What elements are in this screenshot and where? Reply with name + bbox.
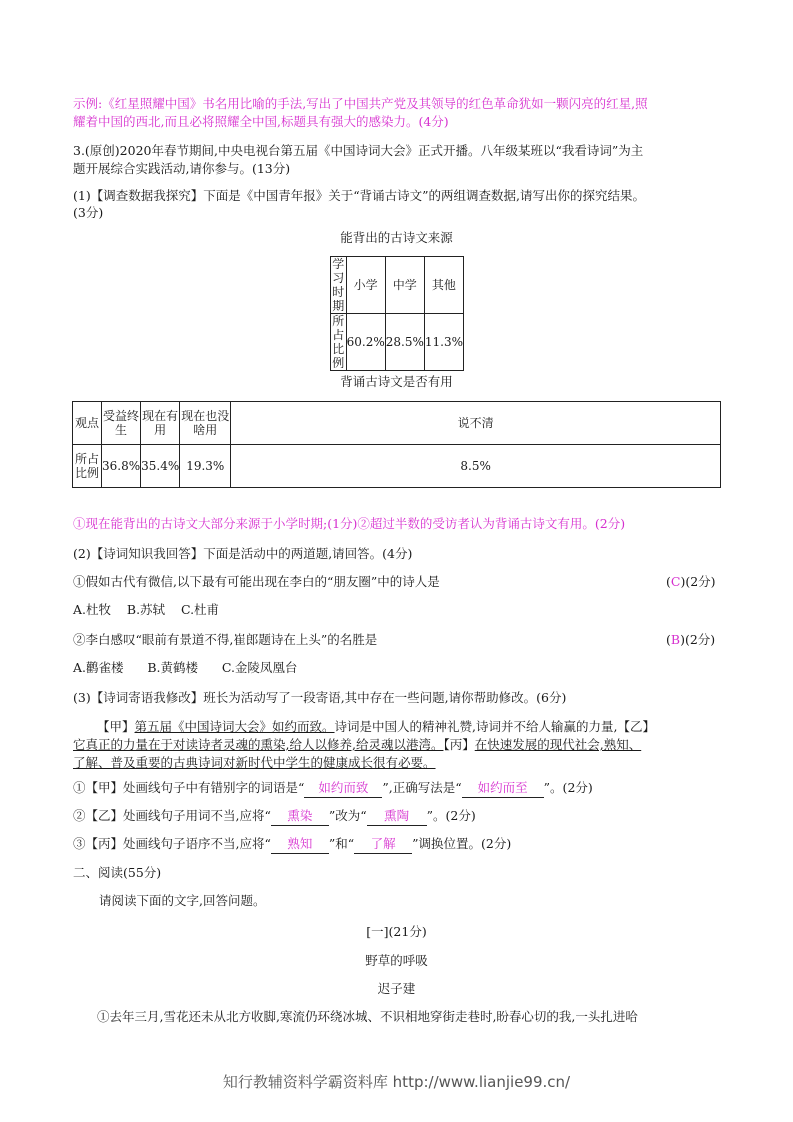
table1-cell: 其他: [424, 257, 463, 314]
reading-para1: ①去年三月,雪花还未从北方收脚,寒流仍环绕冰城、不识相地穿街走巷时,盼春心切的我,一头扎进哈: [97, 1009, 638, 1024]
s1-post: ”。(2分): [543, 780, 593, 795]
table1-cell: 60.2%: [346, 314, 385, 371]
para-jia-text: 第五届《中国诗词大会》如约而致。: [134, 719, 335, 734]
part2-q1: ①假如古代有微信,以下最有可能出现在李白的“朋友圈”中的诗人是: [73, 574, 440, 589]
para-bing-label: 【丙】: [443, 737, 475, 752]
q1-paren-close: )(2分): [680, 574, 716, 589]
example-answer-line2: 耀着中国的西北,而且必将照耀全中国,标题具有强大的感染力。(4分): [73, 114, 449, 129]
table1-cell: 小学: [346, 257, 385, 314]
reading-section-heading: 二、阅读(55分): [73, 865, 162, 880]
s1-blank2: 如约而至: [462, 779, 544, 798]
s1-mid: ”,正确写法是“: [382, 780, 462, 795]
s3-mid: ”和“: [328, 836, 355, 851]
message-para-line2: [73, 736, 723, 754]
footer-watermark: 知行教辅资料学霸资料库 http://www.lianjie99.cn/: [222, 1073, 571, 1091]
para-bing-text-a: 在快速发展的现代社会,熟知、: [474, 737, 642, 752]
s2-mid: ”改为“: [328, 808, 367, 823]
para-jia-label: 【甲】: [97, 719, 135, 734]
part1-heading-line2: (3分): [73, 205, 104, 220]
table1-cell: 中学: [385, 257, 424, 314]
part2-q1-options: A.杜牧 B.苏轼 C.杜甫: [73, 602, 220, 617]
fix-item-2: [73, 807, 723, 826]
s3-pre: ③【丙】处画线句子语序不当,应将“: [73, 836, 271, 851]
part3-heading: (3)【诗词寄语我修改】班长为活动写了一段寄语,其中存在一些问题,请你帮助修改。(6分): [73, 690, 567, 705]
s1-pre: ①【甲】处画线句子中有错别字的词语是“: [73, 780, 305, 795]
reading-author: 迟子建: [377, 981, 416, 996]
s3-post: ”调换位置。(2分): [412, 836, 512, 851]
s3-blank1: 熟知: [271, 835, 329, 854]
table1-cell: 11.3%: [424, 314, 463, 371]
source-table: [330, 256, 464, 371]
message-para-line3: [73, 754, 723, 772]
table2-title: 背诵古诗文是否有用: [340, 374, 453, 389]
q3-intro-line2: 题开展综合实践活动,请你参与。(13分): [73, 161, 291, 176]
s2-blank2: 熏陶: [367, 807, 427, 826]
table2-cell: 现在有用: [141, 402, 180, 445]
table1-cell: 学习时期: [332, 257, 345, 313]
para-yi-label: 【乙】: [617, 719, 655, 734]
example-answer-line1: 示例:《红星照耀中国》书名用比喻的手法,写出了中国共产党及其领导的红色革命犹如一颗闪亮的红星,照: [73, 96, 648, 111]
part2-heading: (2)【诗词知识我回答】下面是活动中的两道题,请回答。(4分): [73, 546, 413, 561]
table2-cell: 35.4%: [141, 445, 180, 488]
q1-paren-open: (: [666, 574, 671, 589]
table1-cell: 28.5%: [385, 314, 424, 371]
part2-q2: ②李白感叹“眼前有景道不得,崔郎题诗在上头”的名胜是: [73, 632, 378, 647]
fix-item-1: [73, 779, 723, 798]
reading-part-label: [一](21分): [366, 924, 427, 939]
s2-post: ”。(2分): [426, 808, 476, 823]
q1-answer-mark: [666, 573, 716, 591]
q2-answer-mark: [666, 631, 715, 649]
table2-cell: 所占比例: [73, 445, 102, 488]
table2-cell: 8.5%: [231, 445, 721, 488]
table2-cell: 现在也没啥用: [180, 402, 231, 445]
fix-item-3: [73, 835, 723, 854]
table1-title: 能背出的古诗文来源: [340, 230, 453, 245]
s2-pre: ②【乙】处画线句子用词不当,应将“: [73, 808, 271, 823]
q1-answer: C: [670, 574, 681, 589]
table2-cell: 19.3%: [180, 445, 231, 488]
part1-heading-line1: (1)【调查数据我探究】下面是《中国青年报》关于“背诵古诗文”的两组调查数据,请写出你的探究结果。: [73, 188, 645, 203]
q2-paren-close: )(2分): [680, 632, 716, 647]
table2-cell: 受益终生: [102, 402, 141, 445]
answer1: ①现在能背出的古诗文大部分来源于小学时期;(1分)②超过半数的受访者认为背诵古诗文有用。(2分): [73, 516, 626, 531]
para-yi-text: 它真正的力量在于对读诗者灵魂的熏染,给人以修养,给灵魂以港湾。: [73, 737, 444, 752]
table1-cell: 所占比例: [332, 314, 345, 370]
q2-answer: B: [670, 632, 681, 647]
table2-cell: 36.8%: [102, 445, 141, 488]
message-para-line1: [97, 718, 723, 736]
reading-title: 野草的呼吸: [365, 953, 428, 968]
para-bing-text-b: 了解、普及重要的古典诗词对新时代中学生的健康成长很有必要。: [73, 755, 436, 770]
s2-blank1: 熏染: [271, 807, 329, 826]
reading-instruction: 请阅读下面的文字,回答问题。: [99, 893, 266, 908]
q3-intro-line1: 3.(原创)2020年春节期间,中央电视台第五届《中国诗词大会》正式开播。八年级某班以“我看诗词”为主: [73, 143, 644, 158]
para-mid: 诗词是中国人的精神礼赞,诗词并不给人输赢的力量,: [334, 719, 618, 734]
q2-paren-open: (: [666, 632, 671, 647]
usefulness-table: [72, 401, 721, 488]
s1-blank1: 如约而致: [304, 779, 382, 798]
table2-cell: 观点: [73, 402, 102, 445]
s3-blank2: 了解: [354, 835, 412, 854]
part2-q2-options: A.鹳雀楼 B.黄鹤楼 C.金陵凤凰台: [73, 660, 298, 675]
table2-cell: 说不清: [231, 402, 721, 445]
